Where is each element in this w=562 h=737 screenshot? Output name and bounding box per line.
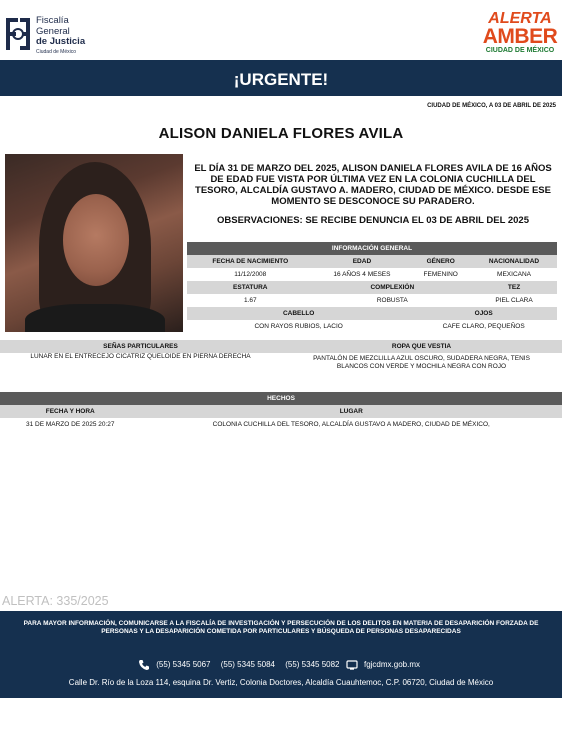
value-skin: PIEL CLARA: [495, 297, 533, 304]
footer-contacts: [0, 659, 562, 671]
label-birth: FECHA DE NACIMIENTO: [187, 255, 314, 268]
label-gender: GÉNERO: [410, 255, 471, 268]
general-info-title: INFORMACIÓN GENERAL: [187, 242, 557, 255]
value-gender: FEMENINO: [423, 271, 458, 278]
general-info-table: [187, 242, 557, 333]
value-height: 1.67: [243, 297, 257, 304]
label-datetime: FECHA Y HORA: [0, 405, 141, 418]
label-nationality: NACIONALIDAD: [471, 255, 557, 268]
hechos-title: HECHOS: [0, 392, 562, 405]
label-marks: SEÑAS PARTICULARES: [0, 340, 281, 353]
value-nationality: MEXICANA: [497, 271, 531, 278]
label-skin: TEZ: [471, 281, 557, 294]
urgent-banner: ¡URGENTE!: [0, 60, 562, 96]
fgj-wordmark: Fiscalía General de Justicia Ciudad de México: [36, 15, 86, 55]
alert-number: ALERTA: 335/2025: [2, 594, 109, 608]
label-place: LUGAR: [141, 405, 562, 418]
person-photo: [5, 154, 183, 332]
label-age: EDAD: [314, 255, 411, 268]
label-height: ESTATURA: [187, 281, 314, 294]
hechos-table: [0, 392, 562, 431]
case-description: EL DÍA 31 DE MARZO DEL 2025, ALISON DANIELA FLORES AVILA DE 16 AÑOS DE EDAD FUE VISTA POR ÚLTIMA VEZ EN LA COLONIA CUCHILLA DEL TESORO, ALCALDÍA GUSTAVO A. MADERO, CIUDAD DE MÉXICO. DESDE ESE MOMENTO SE DESCONOCE SU PARADERO.: [194, 163, 552, 207]
web-icon: [346, 659, 358, 671]
fgj-logo-icon: [4, 14, 32, 54]
label-hair: CABELLO: [187, 307, 410, 320]
value-datetime: 31 DE MARZO DE 2025 20:27: [25, 421, 115, 428]
page-footer: [0, 611, 562, 698]
value-eyes: CAFE CLARO, PEQUEÑOS: [442, 323, 525, 330]
alerta-amber-logo: ALERTA AMBER CIUDAD DE MÉXICO: [482, 10, 558, 54]
website-link[interactable]: fgjcdmx.gob.mx: [363, 660, 420, 670]
phone-icon: [138, 659, 150, 671]
person-name: ALISON DANIELA FLORES AVILA: [158, 125, 404, 142]
label-eyes: OJOS: [410, 307, 557, 320]
footer-address: Calle Dr. Río de la Loza 114, esquina Dr. Vertiz, Colonia Doctores, Alcaldía Cuauhtemoc, C.P. 06720, Ciudad de México: [68, 678, 494, 687]
phone-number-3[interactable]: (55) 5345 5082: [285, 660, 340, 670]
value-birth: 11/12/2008: [234, 271, 267, 278]
value-place: COLONIA CUCHILLA DEL TESORO, ALCALDÍA GUSTAVO A MADERO, CIUDAD DE MÉXICO,: [212, 421, 490, 428]
footer-contact-text: PARA MAYOR INFORMACIÓN, COMUNICARSE A LA FISCALÍA DE INVESTIGACIÓN Y PERSECUCIÓN DE LOS DELITOS EN MATERIA DE DESAPARICIÓN FORZADA DE PERSONAS Y LA DESAPARICIÓN COMETIDA POR PARTICULARES Y BÚSQUEDA DE PERSONAS DESAPARECIDAS: [23, 620, 539, 635]
label-build: COMPLEXIÓN: [314, 281, 472, 294]
observations: OBSERVACIONES: SE RECIBE DENUNCIA EL 03 DE ABRIL DEL 2025: [217, 215, 529, 226]
value-marks: LUNAR EN EL ENTRECEJO CICATRIZ QUELOIDE EN PIERNA DERECHA: [30, 353, 251, 360]
value-build: ROBUSTA: [376, 297, 408, 304]
value-clothes: PANTALÓN DE MEZCLILLA AZUL OSCURO, SUDADERA NEGRA, TENIS BLANCOS CON VERDE Y MOCHILA NEGRA CON ROJO: [313, 355, 530, 370]
phone-number-1[interactable]: (55) 5345 5067: [156, 660, 211, 670]
features-table: [0, 340, 562, 371]
value-age: 16 AÑOS 4 MESES: [333, 271, 391, 278]
page-header: [0, 0, 562, 60]
issue-date: CIUDAD DE MÉXICO, A 03 DE ABRIL DE 2025: [427, 103, 556, 109]
label-clothes: ROPA QUE VESTIA: [281, 340, 562, 353]
value-hair: CON RAYOS RUBIOS, LACIO: [254, 323, 343, 330]
phone-number-2[interactable]: (55) 5345 5084: [220, 660, 275, 670]
